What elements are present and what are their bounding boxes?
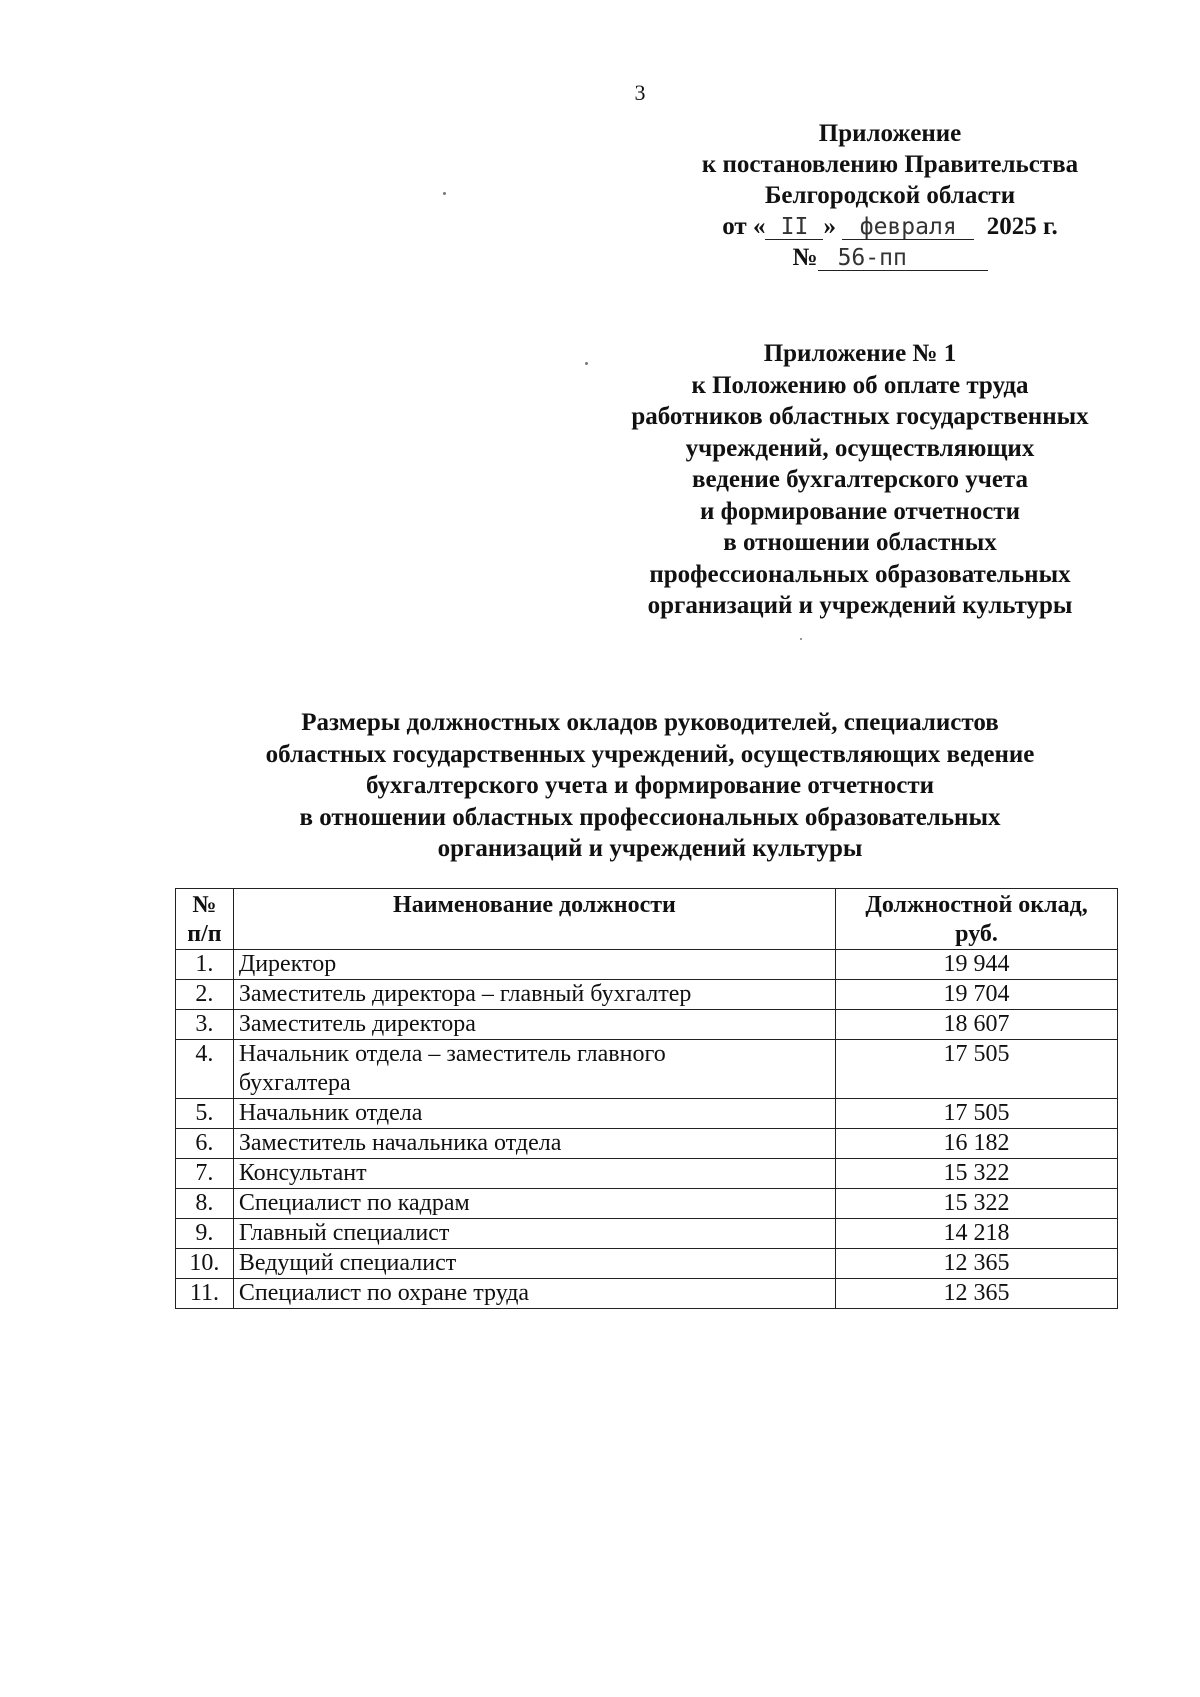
header-num	[176, 889, 234, 950]
appendix-1-line-8: профессиональных образовательных	[649, 560, 1071, 588]
table-row	[176, 1159, 1118, 1189]
table-row	[176, 1279, 1118, 1309]
row-number: 7.	[176, 1159, 234, 1189]
row-number: 1.	[176, 950, 234, 980]
document-title-line-4: в отношении областных профессиональных образовательных	[299, 803, 1001, 831]
row-position-line-1: Заместитель директора – главный бухгалтер	[238, 981, 692, 1007]
table-body	[176, 950, 1118, 1309]
row-position-line-2: бухгалтера	[238, 1070, 351, 1096]
row-salary: 18 607	[836, 1010, 1118, 1040]
row-position	[233, 1189, 835, 1219]
salary-table	[175, 888, 1118, 1309]
row-position-line-1: Заместитель начальника отдела	[238, 1130, 562, 1156]
row-number: 5.	[176, 1099, 234, 1129]
row-position	[233, 1249, 835, 1279]
row-position	[233, 950, 835, 980]
table-row	[176, 1249, 1118, 1279]
table-row	[176, 1219, 1118, 1249]
row-number: 6.	[176, 1129, 234, 1159]
row-position	[233, 1279, 835, 1309]
row-position-line-1: Ведущий специалист	[238, 1250, 457, 1276]
row-position	[233, 1010, 835, 1040]
document-title-line-3: бухгалтерского учета и формирование отчетности	[365, 772, 935, 799]
table-row	[176, 1129, 1118, 1159]
date-year: 2025 г.	[986, 213, 1058, 240]
document-title-line-1: Размеры должностных окладов руководителей, специалистов	[301, 709, 999, 736]
date-prefix: от «	[722, 213, 766, 240]
row-number: 2.	[176, 980, 234, 1010]
appendix-1-line-4: учреждений, осуществляющих	[685, 434, 1035, 462]
row-salary: 16 182	[836, 1129, 1118, 1159]
scan-speck	[443, 192, 446, 195]
row-position	[233, 980, 835, 1010]
appendix-1-line-9: организаций и учреждений культуры	[647, 592, 1073, 619]
header-salary	[836, 889, 1118, 950]
row-position	[233, 1219, 835, 1249]
row-number: 4.	[176, 1040, 234, 1099]
table-row	[176, 1010, 1118, 1040]
row-salary: 17 505	[836, 1099, 1118, 1129]
row-position-line-1: Начальник отдела – заместитель главного	[238, 1041, 666, 1067]
date-month: февраля	[842, 215, 974, 240]
table-row	[176, 950, 1118, 980]
number-value: 56-пп	[818, 246, 988, 271]
date-day: II	[765, 215, 823, 240]
header-salary-line-2: руб.	[955, 921, 998, 947]
row-salary: 15 322	[836, 1159, 1118, 1189]
row-salary: 19 944	[836, 950, 1118, 980]
table-row	[176, 1040, 1118, 1099]
appendix-1-line-2: к Положению об оплате труда	[691, 371, 1029, 399]
row-position-line-1: Консультант	[238, 1160, 367, 1186]
header-position: Наименование должности	[233, 889, 835, 950]
appendix-1-line-6: и формирование отчетности	[700, 497, 1020, 525]
row-position-line-1: Начальник отдела	[238, 1100, 423, 1126]
appendix-1-line-3: работников областных государственных	[631, 403, 1089, 430]
appendix-1-line-1: Приложение № 1	[763, 340, 957, 367]
row-number: 10.	[176, 1249, 234, 1279]
appendix-1-line-5: ведение бухгалтерского учета	[691, 466, 1029, 493]
row-position-line-1: Главный специалист	[238, 1220, 450, 1246]
document-title	[170, 707, 1130, 865]
page-number: 3	[634, 80, 646, 105]
appendix-header-line-2: к постановлению Правительства	[701, 151, 1079, 178]
row-position	[233, 1159, 835, 1189]
table-row	[176, 1189, 1118, 1219]
header-salary-line-1: Должностной оклад,	[865, 892, 1088, 918]
row-salary: 12 365	[836, 1249, 1118, 1279]
date-mid: »	[823, 213, 836, 240]
table-row	[176, 980, 1118, 1010]
row-number: 3.	[176, 1010, 234, 1040]
row-salary: 17 505	[836, 1040, 1118, 1099]
row-salary: 14 218	[836, 1219, 1118, 1249]
appendix-number-line	[660, 242, 1120, 273]
row-position-line-1: Заместитель директора	[238, 1011, 476, 1037]
row-position	[233, 1099, 835, 1129]
scan-speck	[585, 362, 588, 365]
row-number: 8.	[176, 1189, 234, 1219]
table-header-row	[176, 889, 1118, 950]
appendix-date-line	[660, 211, 1120, 242]
row-position	[233, 1040, 835, 1099]
number-prefix: №	[792, 244, 818, 271]
header-num-line-2: п/п	[187, 921, 222, 947]
row-salary: 15 322	[836, 1189, 1118, 1219]
row-salary: 12 365	[836, 1279, 1118, 1309]
scan-speck	[800, 638, 802, 640]
row-number: 9.	[176, 1219, 234, 1249]
header-num-line-1: №	[192, 892, 217, 918]
appendix-header-line-3: Белгородской области	[764, 182, 1016, 209]
document-title-line-5: организаций и учреждений культуры	[437, 835, 863, 862]
appendix-header-line-1: Приложение	[818, 120, 962, 147]
appendix-1-block	[580, 338, 1140, 622]
row-salary: 19 704	[836, 980, 1118, 1010]
row-position-line-1: Специалист по охране труда	[238, 1280, 530, 1306]
row-position	[233, 1129, 835, 1159]
appendix-1-line-7: в отношении областных	[723, 529, 997, 556]
row-number: 11.	[176, 1279, 234, 1309]
appendix-header	[660, 118, 1120, 273]
row-position-line-1: Директор	[238, 951, 337, 977]
document-title-line-2: областных государственных учреждений, осуществляющих ведение	[265, 740, 1035, 768]
row-position-line-1: Специалист по кадрам	[238, 1190, 470, 1216]
table-row	[176, 1099, 1118, 1129]
